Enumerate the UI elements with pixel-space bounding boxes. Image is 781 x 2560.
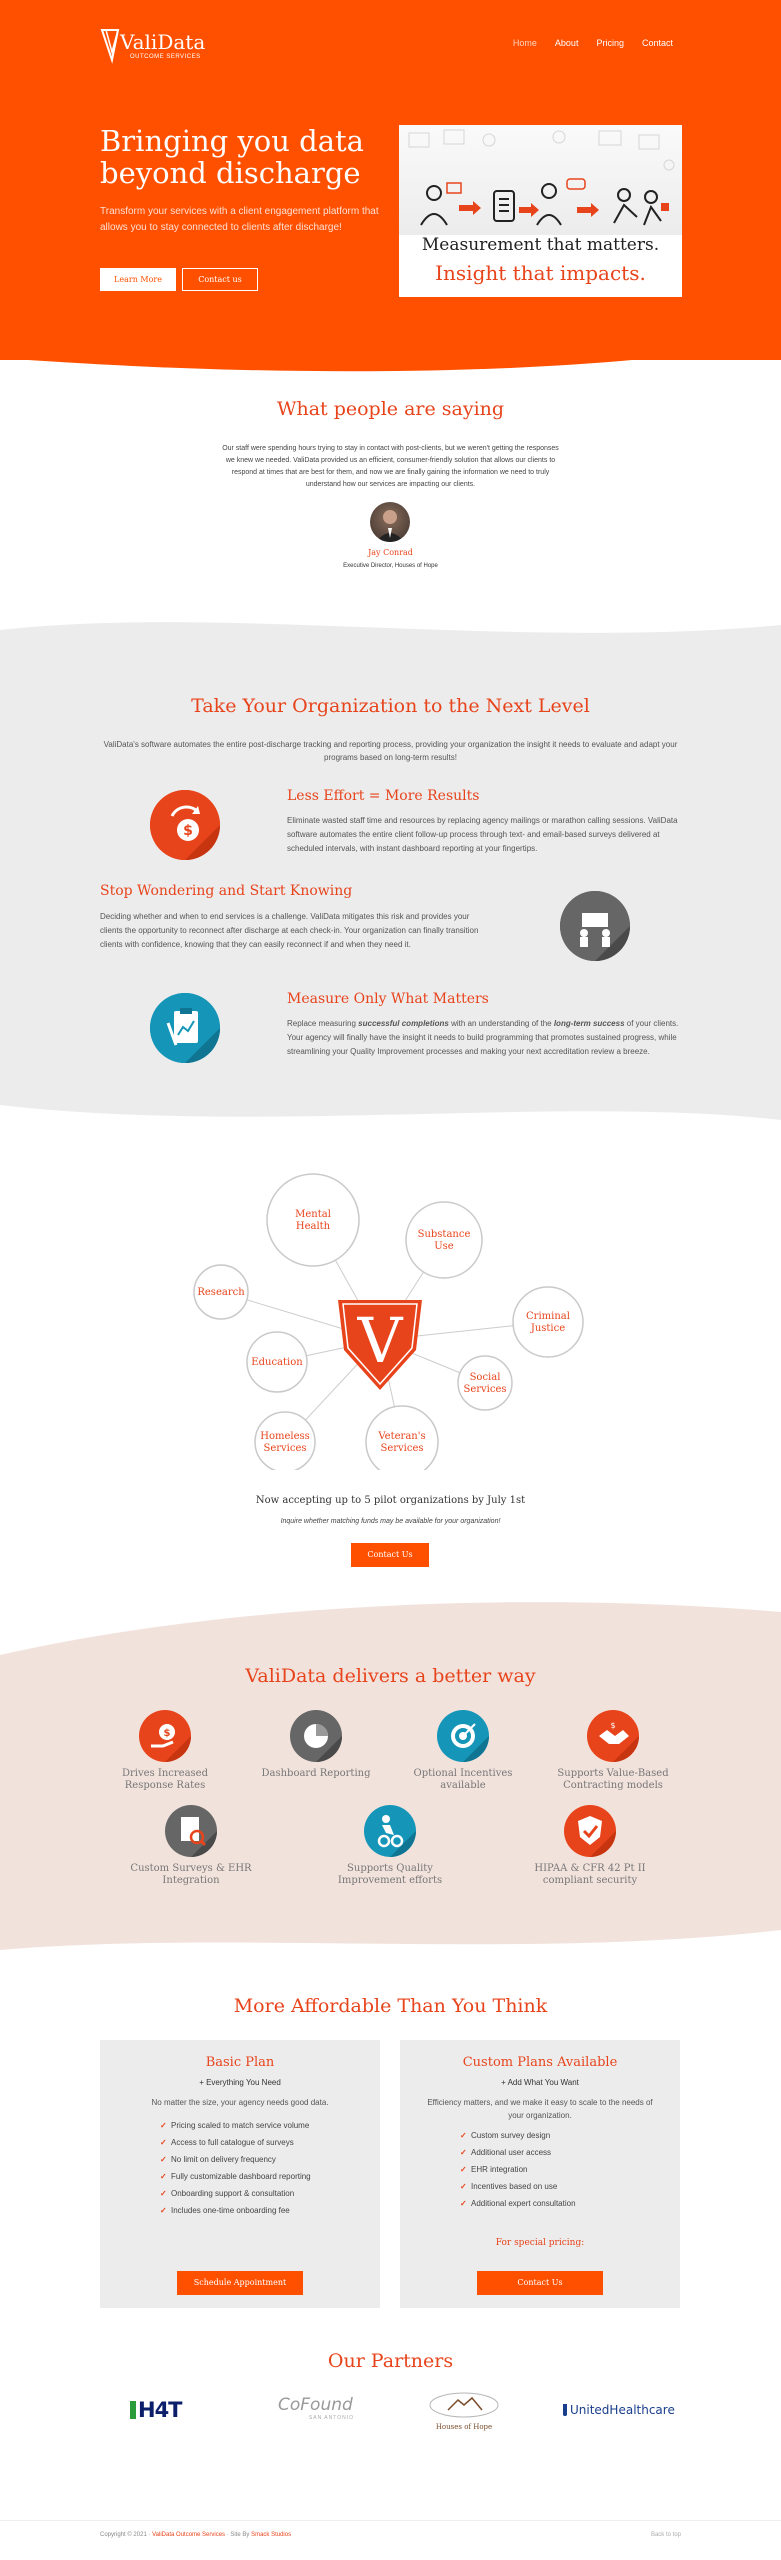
- node-label: Education: [251, 1357, 303, 1368]
- hero-contact-button[interactable]: Contact us: [182, 268, 258, 291]
- footer-company-link[interactable]: ValiData Outcome Services: [152, 2532, 226, 2538]
- card-line-1: Measurement that matters.: [421, 235, 660, 255]
- money-cycle-icon: [150, 790, 220, 860]
- plan-feature: [160, 2137, 340, 2149]
- plan-feature-text: Includes one-time onboarding fee: [171, 2206, 290, 2215]
- check-icon: ✓: [460, 2131, 467, 2140]
- feature-text-part: Replace measuring: [287, 1019, 359, 1028]
- center-shield-icon: [338, 1300, 422, 1390]
- hero-illustration: [399, 125, 682, 235]
- learn-more-button[interactable]: Learn More: [100, 268, 176, 291]
- feature-text-part: with an understanding of the: [448, 1019, 554, 1028]
- feature-text: Deciding whether and when to end services is a challenge. ValiData mitigates this risk and provides your clients the opportunity to reconnect after discharge at each check-in. Your organization can finally transition clients with confidence, knowing that they can easily reconnect if and when they need it.: [100, 912, 479, 949]
- benefits-heading: ValiData delivers a better way: [245, 1665, 536, 1687]
- partner-logo-subtext: SAN ANTONIO: [308, 2415, 354, 2421]
- partner-logo-text: H4T: [138, 2398, 182, 2422]
- benefit-label: Dashboard Reporting: [261, 1768, 371, 1779]
- plan-feature-text: Pricing scaled to match service volume: [171, 2121, 310, 2130]
- handshake-icon: [587, 1710, 639, 1762]
- svg-text:$: $: [183, 823, 193, 839]
- plan-feature: [160, 2205, 340, 2217]
- shield-check-icon: [564, 1805, 616, 1857]
- avatar: [370, 502, 410, 542]
- plan-feature: [460, 2130, 640, 2142]
- plan-feature-text: Onboarding support & consultation: [171, 2189, 295, 2198]
- node-label: Health: [295, 1221, 331, 1232]
- plan-description: Efficiency matters, and we make it easy to scale to the needs of your organization.: [427, 2098, 653, 2120]
- footer-divider: [0, 2520, 781, 2521]
- node-label: Social: [469, 1372, 501, 1383]
- nav-home[interactable]: Home: [512, 38, 537, 48]
- node-label: Justice: [530, 1323, 566, 1334]
- service-areas-diagram: [140, 1160, 640, 1470]
- pricing-heading: More Affordable Than You Think: [233, 1995, 548, 2017]
- custom-plan-card: [400, 2040, 680, 2308]
- node-label: Services: [380, 1443, 424, 1454]
- hero-illustration-card: [399, 125, 682, 297]
- node-label: Services: [263, 1443, 307, 1454]
- nav-about[interactable]: About: [554, 38, 579, 48]
- check-icon: ✓: [460, 2148, 467, 2157]
- plan-feature-list: [460, 2130, 640, 2215]
- plan-subtitle: + Add What You Want: [501, 2078, 579, 2087]
- partner-logo-h4t[interactable]: [130, 2395, 202, 2425]
- uhc-u-icon: [563, 2404, 567, 2416]
- card-line-2: Insight that impacts.: [435, 261, 646, 285]
- h4t-mark-icon: [130, 2401, 136, 2419]
- pilot-subheading: Inquire whether matching funds may be available for your organization!: [280, 1518, 501, 1525]
- plan-feature-text: Fully customizable dashboard reporting: [171, 2172, 311, 2181]
- plan-feature: [460, 2147, 640, 2159]
- plan-feature-text: No limit on delivery frequency: [171, 2155, 276, 2164]
- benefit-item: [325, 1805, 455, 1887]
- plan-feature-text: Additional user access: [471, 2148, 552, 2157]
- target-icon: [437, 1710, 489, 1762]
- partners-heading: Our Partners: [327, 2350, 454, 2372]
- benefit-item: [126, 1805, 256, 1887]
- svg-text:$: $: [163, 1728, 171, 1739]
- node-label: Substance: [417, 1229, 471, 1240]
- logo-tagline: OUTCOME SERVICES: [130, 54, 201, 60]
- next-level-heading: Take Your Organization to the Next Level: [191, 695, 590, 717]
- partner-logo-unitedhealthcare[interactable]: [563, 2395, 673, 2425]
- next-level-intro: ValiData's software automates the entire post-discharge tracking and reporting process, providing your organization the insight it needs to evaluate and adapt your programs based on long-term results!: [103, 740, 678, 762]
- document-search-icon: [165, 1805, 217, 1857]
- plan-feature-text: Incentives based on use: [471, 2182, 558, 2191]
- basic-plan-card: [100, 2040, 380, 2308]
- plan-feature: [160, 2171, 340, 2183]
- gears-person-icon: [364, 1805, 416, 1857]
- plan-feature: [460, 2181, 640, 2193]
- check-icon: ✓: [460, 2199, 467, 2208]
- node-label: Use: [434, 1241, 454, 1252]
- hero-wave-divider: [0, 320, 781, 380]
- check-icon: ✓: [160, 2206, 167, 2215]
- benefit-label: HIPAA & CFR 42 Pt II compliant security: [534, 1863, 646, 1886]
- partner-logo-text: CoFound: [278, 2395, 353, 2415]
- plan-subtitle: + Everything You Need: [199, 2078, 281, 2087]
- partner-logo-text: Houses of Hope: [435, 2423, 493, 2431]
- testimonial-role: Executive Director, Houses of Hope: [343, 563, 438, 569]
- special-pricing-text: For special pricing:: [495, 2238, 585, 2248]
- footer-studio-link[interactable]: Smack Studios: [251, 2532, 292, 2538]
- nav-pricing[interactable]: Pricing: [596, 38, 624, 48]
- site-logo[interactable]: [100, 26, 210, 66]
- plan-feature-text: Additional expert consultation: [471, 2199, 576, 2208]
- benefit-label: Supports Quality Improvement efforts: [337, 1863, 443, 1886]
- node-label: Homeless: [260, 1431, 310, 1442]
- benefit-label: Optional Incentives available: [413, 1768, 513, 1791]
- partner-logo-houses-of-hope[interactable]: [428, 2392, 500, 2434]
- main-nav: [513, 38, 673, 48]
- benefit-label: Drives Increased Response Rates: [122, 1768, 208, 1791]
- hero-subtitle: Transform your services with a client engagement platform that allows you to stay connected to clients after discharge!: [100, 206, 379, 233]
- svg-text:$: $: [610, 1721, 616, 1730]
- plan-feature: [460, 2198, 640, 2210]
- feature-title: Measure Only What Matters: [287, 991, 489, 1007]
- check-icon: ✓: [160, 2155, 167, 2164]
- plan-feature-text: Access to full catalogue of surveys: [171, 2138, 294, 2147]
- hand-money-icon: [139, 1710, 191, 1762]
- check-icon: ✓: [160, 2172, 167, 2181]
- people-meeting-icon: [560, 891, 630, 961]
- plan-feature-text: EHR integration: [471, 2165, 528, 2174]
- feature-text-emphasis: long-term success: [553, 1019, 625, 1028]
- plan-feature: [460, 2164, 640, 2176]
- check-icon: ✓: [160, 2138, 167, 2147]
- nav-contact[interactable]: Contact: [641, 38, 673, 48]
- check-icon: ✓: [160, 2121, 167, 2130]
- benefit-item: [251, 1710, 381, 1780]
- site-by-text: · Site By: [225, 2532, 252, 2538]
- copyright-text: Copyright © 2021 ·: [100, 2532, 153, 2538]
- plan-description: No matter the size, your agency needs good data.: [151, 2098, 329, 2107]
- node-label: Veteran's: [378, 1431, 426, 1442]
- benefit-item: [525, 1805, 655, 1887]
- back-to-top-link[interactable]: Back to top: [650, 2532, 681, 2538]
- partner-logo-text: UnitedHealthcare: [570, 2403, 675, 2417]
- feature-text-emphasis: successful completions: [358, 1019, 449, 1028]
- node-label: Criminal: [526, 1311, 570, 1322]
- feature-text-part: of your clients. Your agency will finally have the insight it needs to build programming that promotes sustained progress, while streamlining your Quality Improvement processes and making your next accreditation review a breeze.: [287, 1019, 679, 1056]
- testimonial-quote: Our staff were spending hours trying to stay in contact with post-clients, but we weren't getting the responses we knew we needed. ValiData provided us an efficient, consumer-friendly solution that allows our clients to respond at times that are best for them, and now we are finally gaining the information we need to truly understand how our services are impacting our clients.: [222, 445, 559, 488]
- benefit-label: Custom Surveys & EHR Integration: [130, 1863, 252, 1886]
- node-label: Research: [197, 1287, 245, 1298]
- check-icon: ✓: [160, 2189, 167, 2198]
- pie-chart-icon: [290, 1710, 342, 1762]
- feature-title: Less Effort = More Results: [287, 788, 480, 804]
- clipboard-chart-icon: [150, 993, 220, 1063]
- plan-feature-list: [160, 2120, 340, 2222]
- pilot-heading: Now accepting up to 5 pilot organizations by July 1st: [255, 1495, 526, 1506]
- check-icon: ✓: [460, 2182, 467, 2191]
- feature-text: Eliminate wasted staff time and resources by replacing agency mailings or marathon calling sessions. ValiData software automates the entire client follow-up process through text- and email-based surveys delivered at scheduled intervals, with instant dashboard reporting at your fingertips.: [287, 816, 678, 853]
- node-label: Mental: [295, 1209, 331, 1220]
- plan-feature: [160, 2188, 340, 2200]
- custom-contact-button[interactable]: Contact Us: [477, 2271, 603, 2295]
- houses-roof-icon: [428, 2392, 500, 2418]
- check-icon: ✓: [460, 2165, 467, 2174]
- pilot-contact-button[interactable]: Contact Us: [351, 1543, 429, 1567]
- feature-title: Stop Wondering and Start Knowing: [100, 883, 353, 899]
- benefit-label: Supports Value-Based Contracting models: [557, 1768, 669, 1791]
- feature-text: [287, 1017, 682, 1059]
- benefit-item: [548, 1710, 678, 1792]
- plan-feature: [160, 2154, 340, 2166]
- node-label: Services: [463, 1384, 507, 1395]
- testimonial-name: Jay Conrad: [368, 548, 413, 557]
- center-letter: V: [357, 1304, 403, 1377]
- benefit-item: [398, 1710, 528, 1792]
- logo-name: ValiData: [120, 30, 206, 54]
- plan-feature: [160, 2120, 340, 2132]
- plan-title: Custom Plans Available: [462, 2055, 618, 2070]
- footer-copyright: [100, 2532, 291, 2538]
- plan-title: Basic Plan: [205, 2055, 275, 2070]
- testimonial-heading: What people are saying: [276, 398, 505, 420]
- partner-logo-cofound[interactable]: [278, 2395, 354, 2425]
- plan-feature-text: Custom survey design: [471, 2131, 551, 2140]
- schedule-appointment-button[interactable]: Schedule Appointment: [177, 2271, 303, 2295]
- hero-title: Bringing you data beyond discharge: [100, 124, 364, 190]
- benefit-item: [100, 1710, 230, 1792]
